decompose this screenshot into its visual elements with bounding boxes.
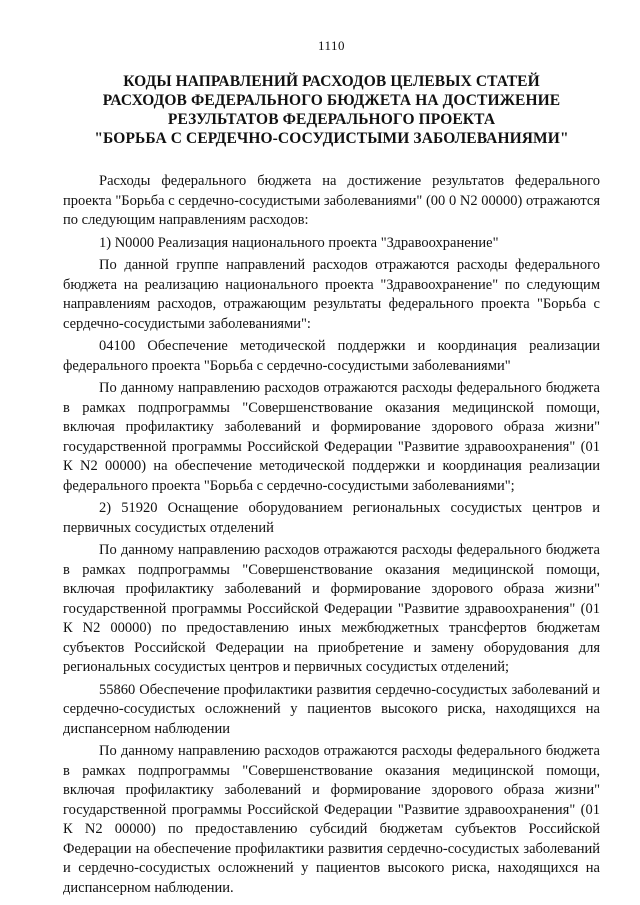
paragraph-code-55860-heading: 55860 Обеспечение профилактики развития сердечно-сосудистых заболеваний и сердечно-сосудистых осложнений у пациентов высокого риска, находящихся на диспансерном наблюдении <box>63 681 600 737</box>
paragraph-code-04100-heading: 04100 Обеспечение методической поддержки и координация реализации федерального проекта "Борьба с сердечно-сосудистыми заболеваниями" <box>63 338 600 374</box>
paragraph-code-04100-description: По данному направлению расходов отражаются расходы федерального бюджета в рамках подпрограммы "Совершенствование оказания медицинской помощи, включая профилактику заболеваний и формирование здорового образа жизни" государственной программы Российской Федерации "Развитие здравоохранения" (01 К N2 00000) на обеспечение методической поддержки и координация реализации федерального проекта "Борьба с сердечно-сосудистыми заболеваниями"; <box>63 380 600 494</box>
title-line-1: КОДЫ НАПРАВЛЕНИЙ РАСХОДОВ ЦЕЛЕВЫХ СТАТЕЙ <box>123 73 540 90</box>
paragraph-item-2-heading: 2) 51920 Оснащение оборудованием региональных сосудистых центров и первичных сосудистых отделений <box>63 500 600 536</box>
document-title <box>63 72 600 148</box>
paragraph-code-55860-description: По данному направлению расходов отражаются расходы федерального бюджета в рамках подпрограммы "Совершенствование оказания медицинской помощи, включая профилактику заболеваний и формирование здорового образа жизни" государственной программы Российской Федерации "Развитие здравоохранения" (01 К N2 00000) по предоставлению субсидий бюджетам субъектов Российской Федерации на обеспечение профилактики развития сердечно-сосудистых заболеваний и сердечно-сосудистых осложнений у пациентов высокого риска, находящихся на диспансерном наблюдении. <box>63 743 600 896</box>
paragraph-item-1-description: По данной группе направлений расходов отражаются расходы федерального бюджета на реализацию национального проекта "Здравоохранение" по следующим направлениям расходов, отражающим результаты федерального проекта "Борьба с сердечно-сосудистыми заболеваниями": <box>63 257 600 332</box>
page-number: 1110 <box>317 38 346 53</box>
title-line-3: РЕЗУЛЬТАТОВ ФЕДЕРАЛЬНОГО ПРОЕКТА <box>167 111 496 128</box>
paragraph-intro: Расходы федерального бюджета на достижение результатов федерального проекта "Борьба с сердечно-сосудистыми заболеваниями" (00 0 N2 00000) отражаются по следующим направлениям расходов: <box>63 173 600 228</box>
title-line-4: "БОРЬБА С СЕРДЕЧНО-СОСУДИСТЫМИ ЗАБОЛЕВАНИЯМИ" <box>94 130 569 147</box>
paragraph-item-1-heading: 1) N0000 Реализация национального проекта "Здравоохранение" <box>99 234 499 251</box>
title-line-2: РАСХОДОВ ФЕДЕРАЛЬНОГО БЮДЖЕТА НА ДОСТИЖЕНИЕ <box>102 92 561 109</box>
paragraph-item-2-description: По данному направлению расходов отражаются расходы федерального бюджета в рамках подпрограммы "Совершенствование оказания медицинской помощи, включая профилактику заболеваний и формирование здорового образа жизни" государственной программы Российской Федерации "Развитие здравоохранения" (01 К N2 00000) по предоставлению иных межбюджетных трансфертов бюджетам субъектов Российской Федерации на приобретение и замену оборудования для региональных сосудистых центров и первичных сосудистых отделений; <box>63 542 600 675</box>
document-body <box>63 172 600 898</box>
